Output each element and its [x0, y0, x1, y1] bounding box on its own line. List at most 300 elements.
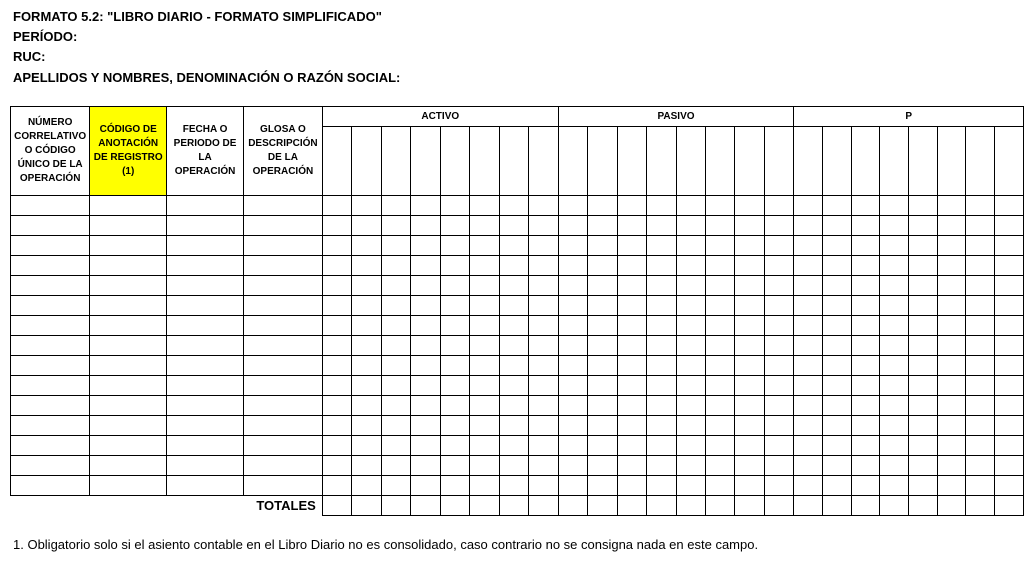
table-cell — [381, 296, 410, 316]
table-cell — [794, 476, 823, 496]
table-cell — [558, 316, 587, 336]
subaccount-header-cell — [880, 127, 909, 196]
table-cell — [499, 356, 528, 376]
table-cell — [966, 476, 995, 496]
totals-cell — [440, 496, 469, 516]
table-cell — [529, 456, 558, 476]
table-cell — [880, 396, 909, 416]
table-cell — [90, 316, 167, 336]
table-cell — [244, 356, 323, 376]
table-cell — [499, 336, 528, 356]
table-cell — [823, 236, 852, 256]
table-cell — [381, 216, 410, 236]
table-cell — [705, 296, 734, 316]
totals-blank — [11, 496, 244, 516]
table-cell — [11, 216, 90, 236]
table-cell — [851, 476, 880, 496]
table-cell — [764, 196, 793, 216]
table-cell — [851, 396, 880, 416]
table-cell — [167, 436, 244, 456]
table-cell — [322, 476, 351, 496]
table-cell — [529, 196, 558, 216]
table-cell — [244, 436, 323, 456]
table-cell — [937, 256, 966, 276]
table-cell — [823, 296, 852, 316]
table-cell — [794, 416, 823, 436]
table-cell — [588, 476, 617, 496]
table-cell — [470, 376, 499, 396]
table-cell — [352, 276, 381, 296]
group-header-activo: ACTIVO — [322, 107, 558, 127]
table-cell — [966, 416, 995, 436]
table-cell — [735, 236, 764, 256]
table-cell — [647, 256, 676, 276]
table-cell — [966, 396, 995, 416]
table-cell — [588, 296, 617, 316]
table-cell — [823, 196, 852, 216]
table-cell — [499, 316, 528, 336]
table-cell — [167, 256, 244, 276]
table-cell — [823, 256, 852, 276]
table-cell — [558, 376, 587, 396]
razon-social-label: APELLIDOS Y NOMBRES, DENOMINACIÓN O RAZÓN SOCIAL: — [13, 70, 401, 85]
table-cell — [470, 436, 499, 456]
table-cell — [937, 316, 966, 336]
table-cell — [90, 456, 167, 476]
table-cell — [995, 216, 1024, 236]
table-cell — [937, 216, 966, 236]
table-cell — [735, 476, 764, 496]
totals-cell — [823, 496, 852, 516]
table-cell — [499, 236, 528, 256]
subaccount-header-cell — [588, 127, 617, 196]
table-cell — [909, 356, 938, 376]
periodo-label: PERÍODO: — [13, 29, 78, 44]
table-cell — [411, 356, 440, 376]
table-cell — [735, 456, 764, 476]
table-cell — [647, 296, 676, 316]
table-cell — [851, 376, 880, 396]
table-cell — [588, 316, 617, 336]
table-cell — [11, 276, 90, 296]
table-cell — [764, 396, 793, 416]
table-cell — [322, 236, 351, 256]
table-cell — [794, 256, 823, 276]
table-cell — [90, 356, 167, 376]
table-cell — [470, 216, 499, 236]
table-cell — [880, 216, 909, 236]
table-cell — [617, 396, 646, 416]
table-cell — [909, 336, 938, 356]
table-cell — [529, 376, 558, 396]
table-cell — [794, 336, 823, 356]
table-cell — [167, 316, 244, 336]
table-cell — [381, 316, 410, 336]
table-cell — [735, 336, 764, 356]
table-cell — [909, 276, 938, 296]
table-cell — [352, 476, 381, 496]
table-cell — [966, 456, 995, 476]
table-cell — [167, 276, 244, 296]
table-cell — [735, 276, 764, 296]
table-row — [11, 356, 1024, 376]
table-cell — [880, 316, 909, 336]
table-cell — [937, 236, 966, 256]
totals-cell — [499, 496, 528, 516]
table-cell — [735, 436, 764, 456]
table-cell — [470, 396, 499, 416]
group-header-patrimonio: P — [794, 107, 1024, 127]
table-cell — [90, 376, 167, 396]
table-cell — [529, 336, 558, 356]
table-cell — [499, 376, 528, 396]
table-cell — [823, 436, 852, 456]
table-cell — [499, 276, 528, 296]
table-cell — [794, 296, 823, 316]
table-row — [11, 396, 1024, 416]
table-cell — [588, 356, 617, 376]
table-cell — [529, 236, 558, 256]
table-cell — [966, 336, 995, 356]
table-cell — [499, 396, 528, 416]
table-cell — [880, 276, 909, 296]
table-cell — [558, 296, 587, 316]
table-cell — [529, 436, 558, 456]
totals-cell — [880, 496, 909, 516]
table-cell — [764, 296, 793, 316]
table-cell — [352, 336, 381, 356]
table-cell — [617, 276, 646, 296]
table-cell — [966, 196, 995, 216]
ledger-table — [10, 106, 1024, 516]
table-cell — [167, 456, 244, 476]
table-cell — [558, 396, 587, 416]
table-cell — [11, 316, 90, 336]
table-cell — [529, 476, 558, 496]
table-cell — [647, 336, 676, 356]
subaccount-header-cell — [851, 127, 880, 196]
table-cell — [411, 196, 440, 216]
table-row — [11, 476, 1024, 496]
table-cell — [966, 276, 995, 296]
table-row — [11, 336, 1024, 356]
table-cell — [90, 276, 167, 296]
table-cell — [676, 196, 705, 216]
table-cell — [764, 456, 793, 476]
table-cell — [647, 356, 676, 376]
table-cell — [244, 236, 323, 256]
table-cell — [499, 216, 528, 236]
table-cell — [995, 236, 1024, 256]
table-cell — [470, 456, 499, 476]
table-cell — [381, 436, 410, 456]
table-cell — [617, 456, 646, 476]
table-cell — [937, 396, 966, 416]
table-cell — [676, 376, 705, 396]
table-cell — [794, 316, 823, 336]
header-cell-glosa: GLOSA O DESCRIPCIÓN DE LA OPERACIÓN — [244, 107, 323, 196]
table-cell — [851, 276, 880, 296]
table-row — [11, 216, 1024, 236]
table-cell — [440, 216, 469, 236]
table-cell — [499, 456, 528, 476]
subaccount-header-cell — [966, 127, 995, 196]
table-cell — [90, 436, 167, 456]
table-cell — [558, 216, 587, 236]
table-cell — [352, 316, 381, 336]
table-cell — [794, 396, 823, 416]
table-cell — [676, 396, 705, 416]
table-row — [11, 436, 1024, 456]
table-cell — [529, 276, 558, 296]
totals-cell — [529, 496, 558, 516]
group-header-pasivo: PASIVO — [558, 107, 794, 127]
totals-label: TOTALES — [256, 497, 316, 513]
table-cell — [880, 456, 909, 476]
table-cell — [851, 416, 880, 436]
table-cell — [823, 376, 852, 396]
table-cell — [617, 356, 646, 376]
table-cell — [499, 296, 528, 316]
table-cell — [381, 256, 410, 276]
table-cell — [705, 216, 734, 236]
subaccount-header-cell — [558, 127, 587, 196]
table-row — [11, 456, 1024, 476]
table-cell — [676, 356, 705, 376]
table-cell — [322, 296, 351, 316]
table-cell — [794, 456, 823, 476]
table-cell — [823, 456, 852, 476]
table-cell — [647, 236, 676, 256]
table-cell — [411, 436, 440, 456]
totals-cell — [470, 496, 499, 516]
table-cell — [499, 416, 528, 436]
subaccount-header-cell — [411, 127, 440, 196]
ruc-label: RUC: — [13, 49, 46, 64]
table-cell — [676, 296, 705, 316]
table-cell — [558, 256, 587, 276]
table-cell — [167, 196, 244, 216]
table-cell — [322, 276, 351, 296]
format-title: FORMATO 5.2: "LIBRO DIARIO - FORMATO SIMPLIFICADO" — [13, 9, 382, 24]
table-cell — [851, 256, 880, 276]
table-cell — [167, 296, 244, 316]
table-cell — [823, 216, 852, 236]
table-cell — [647, 476, 676, 496]
totals-row — [11, 496, 1024, 516]
table-cell — [705, 196, 734, 216]
table-cell — [558, 436, 587, 456]
table-cell — [735, 296, 764, 316]
table-cell — [676, 436, 705, 456]
table-cell — [244, 396, 323, 416]
table-cell — [322, 356, 351, 376]
table-cell — [588, 276, 617, 296]
table-cell — [676, 256, 705, 276]
table-cell — [529, 316, 558, 336]
table-cell — [705, 376, 734, 396]
table-cell — [381, 396, 410, 416]
table-cell — [90, 336, 167, 356]
table-cell — [823, 416, 852, 436]
table-cell — [937, 336, 966, 356]
table-cell — [529, 416, 558, 436]
table-cell — [322, 396, 351, 416]
table-cell — [995, 456, 1024, 476]
table-cell — [676, 456, 705, 476]
table-cell — [588, 416, 617, 436]
table-cell — [558, 196, 587, 216]
totals-cell — [411, 496, 440, 516]
table-cell — [794, 376, 823, 396]
table-cell — [735, 196, 764, 216]
table-cell — [735, 356, 764, 376]
table-cell — [705, 476, 734, 496]
table-cell — [735, 396, 764, 416]
table-cell — [244, 196, 323, 216]
table-cell — [851, 316, 880, 336]
subaccount-header-cell — [794, 127, 823, 196]
table-cell — [705, 316, 734, 336]
totals-cell — [995, 496, 1024, 516]
table-cell — [11, 296, 90, 316]
table-cell — [851, 356, 880, 376]
table-cell — [880, 336, 909, 356]
table-cell — [705, 456, 734, 476]
table-cell — [90, 296, 167, 316]
table-cell — [966, 296, 995, 316]
subaccount-header-cell — [937, 127, 966, 196]
table-cell — [470, 476, 499, 496]
table-cell — [411, 216, 440, 236]
table-cell — [647, 316, 676, 336]
table-cell — [909, 316, 938, 336]
table-cell — [167, 216, 244, 236]
table-cell — [322, 316, 351, 336]
table-cell — [352, 296, 381, 316]
table-cell — [909, 416, 938, 436]
table-cell — [647, 436, 676, 456]
table-cell — [244, 456, 323, 476]
table-cell — [966, 356, 995, 376]
table-cell — [764, 436, 793, 456]
table-cell — [851, 236, 880, 256]
table-cell — [794, 196, 823, 216]
table-cell — [647, 396, 676, 416]
table-cell — [381, 196, 410, 216]
table-cell — [440, 396, 469, 416]
table-cell — [995, 276, 1024, 296]
table-cell — [440, 276, 469, 296]
table-cell — [647, 276, 676, 296]
table-cell — [90, 196, 167, 216]
table-cell — [937, 416, 966, 436]
table-cell — [322, 336, 351, 356]
table-cell — [851, 456, 880, 476]
table-cell — [322, 456, 351, 476]
table-cell — [880, 296, 909, 316]
table-cell — [470, 316, 499, 336]
table-cell — [647, 456, 676, 476]
table-cell — [995, 336, 1024, 356]
table-cell — [11, 236, 90, 256]
table-cell — [764, 376, 793, 396]
table-cell — [411, 336, 440, 356]
table-cell — [352, 436, 381, 456]
table-cell — [558, 456, 587, 476]
table-cell — [470, 236, 499, 256]
ledger-table-wrap — [10, 106, 1024, 516]
table-cell — [90, 236, 167, 256]
table-cell — [995, 416, 1024, 436]
table-cell — [764, 276, 793, 296]
table-cell — [909, 216, 938, 236]
table-cell — [90, 256, 167, 276]
table-cell — [244, 216, 323, 236]
table-cell — [995, 256, 1024, 276]
table-cell — [244, 256, 323, 276]
table-cell — [937, 276, 966, 296]
table-cell — [705, 356, 734, 376]
table-cell — [617, 236, 646, 256]
table-cell — [851, 216, 880, 236]
table-cell — [823, 356, 852, 376]
table-cell — [909, 476, 938, 496]
table-cell — [470, 356, 499, 376]
table-cell — [529, 396, 558, 416]
table-cell — [676, 336, 705, 356]
table-cell — [352, 376, 381, 396]
table-cell — [995, 196, 1024, 216]
totals-cell — [381, 496, 410, 516]
table-cell — [322, 256, 351, 276]
table-row — [11, 376, 1024, 396]
table-cell — [411, 316, 440, 336]
table-cell — [499, 476, 528, 496]
table-cell — [588, 256, 617, 276]
table-cell — [937, 356, 966, 376]
subaccount-header-cell — [647, 127, 676, 196]
table-cell — [558, 416, 587, 436]
table-cell — [909, 396, 938, 416]
table-cell — [440, 376, 469, 396]
table-cell — [499, 436, 528, 456]
footnote: 1. Obligatorio solo si el asiento contable en el Libro Diario no es consolidado, caso contrario no se consigna nada en este campo. — [13, 537, 759, 552]
table-cell — [499, 196, 528, 216]
table-cell — [11, 456, 90, 476]
table-cell — [352, 256, 381, 276]
table-cell — [705, 256, 734, 276]
subaccount-header-cell — [322, 127, 351, 196]
table-cell — [909, 196, 938, 216]
table-cell — [470, 196, 499, 216]
table-cell — [966, 316, 995, 336]
table-cell — [470, 256, 499, 276]
table-cell — [167, 356, 244, 376]
table-cell — [764, 416, 793, 436]
table-cell — [167, 376, 244, 396]
table-cell — [617, 376, 646, 396]
table-cell — [588, 196, 617, 216]
table-cell — [352, 196, 381, 216]
table-cell — [851, 336, 880, 356]
table-cell — [794, 236, 823, 256]
header-cell-codigo-anotacion: CÓDIGO DE ANOTACIÓN DE REGISTRO (1) — [90, 107, 167, 196]
table-row — [11, 276, 1024, 296]
table-cell — [966, 216, 995, 236]
table-cell — [11, 376, 90, 396]
table-cell — [352, 216, 381, 236]
